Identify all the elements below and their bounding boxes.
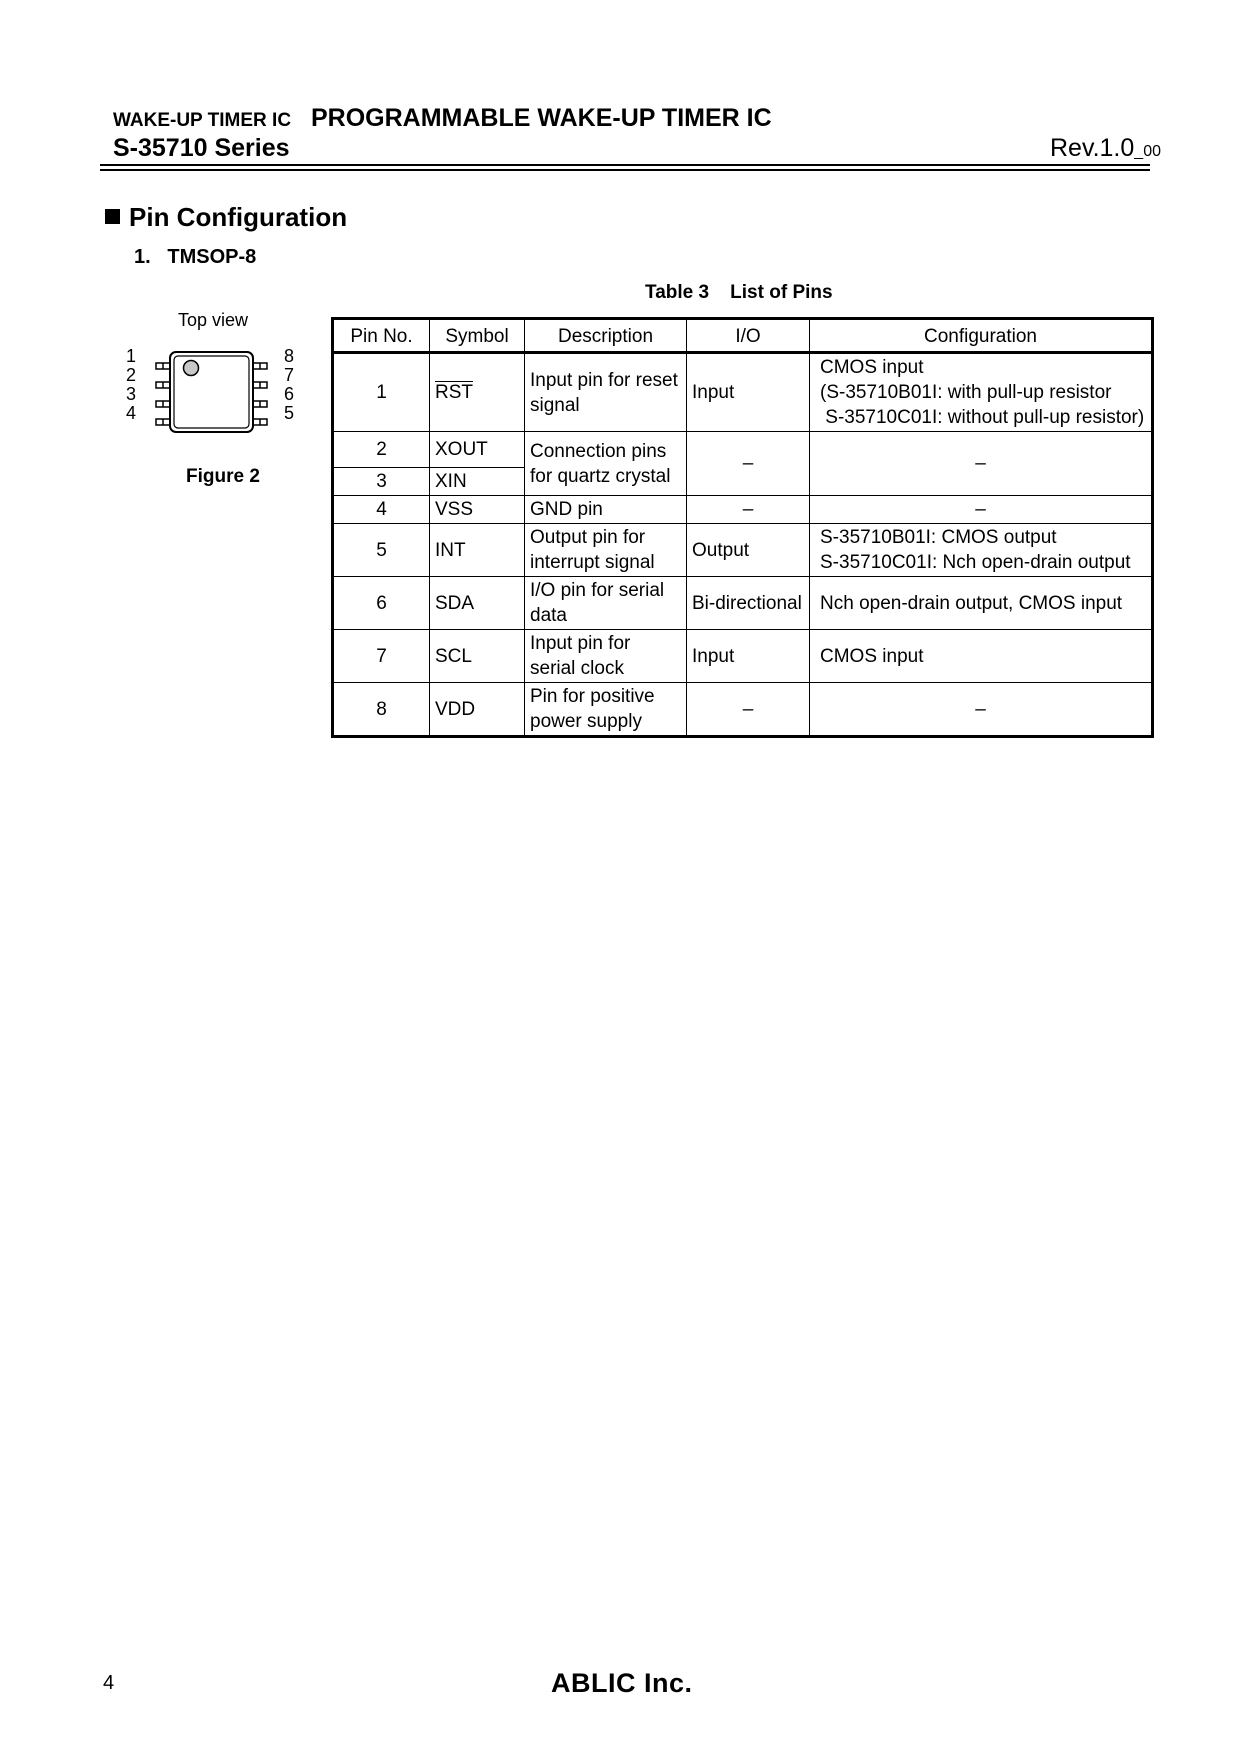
header-description: Description <box>525 319 687 353</box>
header-series: S-35710 Series <box>113 134 290 162</box>
pin-number: 3 <box>333 468 430 496</box>
pin-io: Output <box>687 524 810 577</box>
pin-number: 2 <box>333 432 430 468</box>
header-io: I/O <box>687 319 810 353</box>
header-rule-bottom <box>100 169 1150 171</box>
header-title: PROGRAMMABLE WAKE-UP TIMER IC <box>311 104 772 132</box>
left-leads <box>156 363 170 425</box>
pin-configuration: CMOS input <box>810 630 1153 683</box>
subsection-title: 1. TMSOP-8 <box>134 246 257 268</box>
table-row <box>333 496 1153 524</box>
section-heading <box>105 202 347 233</box>
pin-configuration: – <box>810 496 1153 524</box>
square-bullet-icon <box>105 209 120 224</box>
pin-symbol: XIN <box>430 468 525 496</box>
pin-number-right-8: 8 <box>284 346 295 366</box>
pin-configuration: – <box>810 432 1153 496</box>
pin1-marker-icon <box>184 361 199 376</box>
pin-number-left-4: 4 <box>125 403 136 423</box>
pin-number-right-7: 7 <box>284 365 295 385</box>
pin-symbol: VDD <box>430 683 525 737</box>
pin-configuration: Nch open-drain output, CMOS input <box>810 577 1153 630</box>
pin-symbol-text: $\overline{RST}$ <box>435 382 473 403</box>
company-logo-text: ABLIC Inc. <box>551 1668 693 1698</box>
pin-symbol: XOUT <box>430 432 525 468</box>
figure-caption: Figure 2 <box>186 466 260 487</box>
revision-number: Rev.1.0 <box>1049 134 1135 162</box>
config-line: S-35710C01I: Nch open-drain output <box>820 552 1131 573</box>
header-rule-top <box>100 164 1150 166</box>
pin-symbol <box>430 353 525 432</box>
pin-number-right-5: 5 <box>284 403 295 423</box>
pin-list-table <box>331 317 1154 738</box>
pin-description: Pin for positive power supply <box>525 683 687 737</box>
pin-io: Input <box>687 630 810 683</box>
config-line: (S-35710B01I: with pull-up resistor <box>820 382 1112 403</box>
table-header-row <box>333 319 1153 353</box>
config-line: S-35710B01I: CMOS output <box>820 527 1057 548</box>
pin-number-right-6: 6 <box>284 384 295 404</box>
pin-number: 1 <box>333 353 430 432</box>
table-row <box>333 683 1153 737</box>
pin-io: – <box>687 432 810 496</box>
pin-number: 6 <box>333 577 430 630</box>
pin-number: 7 <box>333 630 430 683</box>
pin-configuration <box>810 524 1153 577</box>
table-caption: Table 3 List of Pins <box>645 282 833 303</box>
header-symbol: Symbol <box>430 319 525 353</box>
pin-configuration <box>810 353 1153 432</box>
header-revision <box>1050 134 1161 163</box>
pin-symbol: SDA <box>430 577 525 630</box>
header-category: WAKE-UP TIMER IC <box>113 110 292 131</box>
header-pin-no: Pin No. <box>333 319 430 353</box>
table-row <box>333 432 1153 468</box>
pin-number-left-2: 2 <box>125 365 136 385</box>
pin-number: 4 <box>333 496 430 524</box>
pin-number: 5 <box>333 524 430 577</box>
pin-description: Input pin for serial clock <box>525 630 687 683</box>
pin-description: GND pin <box>525 496 687 524</box>
pin-symbol: VSS <box>430 496 525 524</box>
table-row <box>333 524 1153 577</box>
config-line: S-35710C01I: without pull-up resistor) <box>820 407 1145 428</box>
pin-io: – <box>687 683 810 737</box>
pin-description: I/O pin for serial data <box>525 577 687 630</box>
pin-io: Input <box>687 353 810 432</box>
right-leads <box>253 363 267 425</box>
pin-description: Input pin for reset signal <box>525 353 687 432</box>
page-number: 4 <box>103 1672 115 1694</box>
package-diagram <box>118 308 318 433</box>
top-view-label: Top view <box>177 310 249 330</box>
pin-description: Connection pins for quartz crystal <box>525 432 687 496</box>
pin-description: Output pin for interrupt signal <box>525 524 687 577</box>
pin-io: Bi-directional <box>687 577 810 630</box>
header-configuration: Configuration <box>810 319 1153 353</box>
pin-symbol: INT <box>430 524 525 577</box>
section-title: Pin Configuration <box>129 202 348 232</box>
pin-number: 8 <box>333 683 430 737</box>
pin-io: – <box>687 496 810 524</box>
table-row <box>333 630 1153 683</box>
revision-suffix: _00 <box>1134 143 1161 160</box>
table-row <box>333 577 1153 630</box>
table-row <box>333 353 1153 432</box>
config-line: CMOS input <box>820 357 924 378</box>
pin-configuration: – <box>810 683 1153 737</box>
pin-number-left-3: 3 <box>125 384 136 404</box>
package-body <box>170 352 253 432</box>
pin-symbol: SCL <box>430 630 525 683</box>
pin-number-left-1: 1 <box>125 346 136 366</box>
